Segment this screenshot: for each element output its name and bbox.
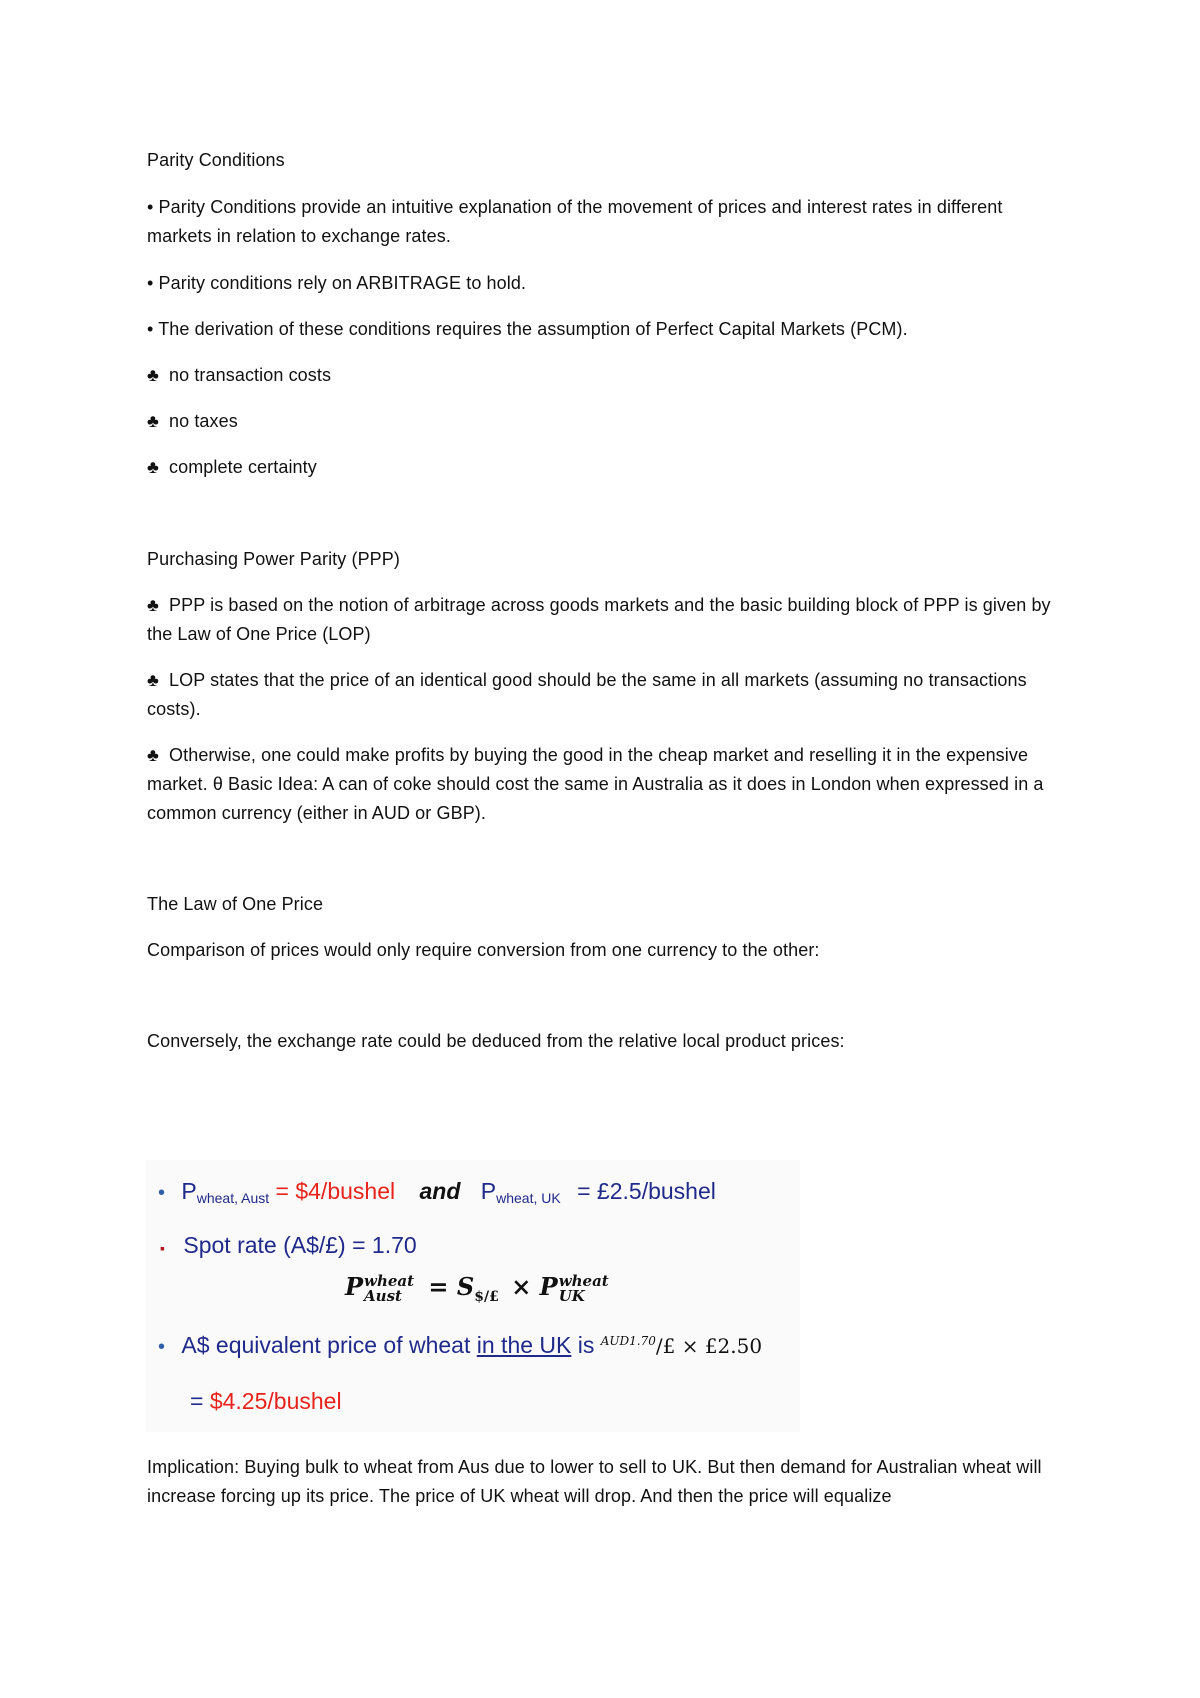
section-heading-parity: Parity Conditions <box>147 150 285 170</box>
lop-line-1: Comparison of prices would only require conversion from one currency to the other: <box>147 940 820 960</box>
pcm-item-3: ♣ complete certainty <box>147 453 1067 482</box>
pcm-item-2: ♣ no taxes <box>147 407 1067 436</box>
spot-rate: Spot rate (A$/£) = 1.70 <box>183 1232 417 1258</box>
parity-bullet-3: • The derivation of these conditions requires the assumption of Perfect Capital Markets (PCM). <box>147 319 908 339</box>
figure-line-result: = $4.25/bushel <box>190 1388 342 1414</box>
pcm-item-1: ♣ no transaction costs <box>147 361 1067 390</box>
figure-line-equivalent: • A$ equivalent price of wheat in the UK is $^{AUD1.70}$/£ × £2.50 <box>158 1332 763 1358</box>
uk-price: = £2.5/bushel <box>577 1178 716 1204</box>
ppp-item-3: ♣ Otherwise, one could make profits by buying the good in the cheap market and reselling it in the expensive market. θ Basic Idea: A can of coke should cost the same in Australia as it does in London when expressed in a common currency (either in AUD or GBP). <box>147 741 1067 828</box>
bullet-icon: • <box>147 273 154 293</box>
ppp-item-1: ♣ PPP is based on the notion of arbitrage across goods markets and the basic building block of PPP is given by the Law of One Price (LOP) <box>147 591 1067 649</box>
club-icon: ♣ <box>147 411 159 431</box>
blue-bullet-icon: • <box>158 1182 166 1204</box>
implication-paragraph: Implication: Buying bulk to wheat from Aus due to lower to sell to UK. But then demand for Australian wheat will increase forcing up its price. The price of UK wheat will drop. And then the price will equalize <box>147 1457 1042 1506</box>
club-icon: ♣ <box>147 365 159 385</box>
aust-price: = $4/bushel <box>275 1178 396 1204</box>
lop-formula: P wheat Aust = $S_{\$/£} \times P$ wheat UK <box>345 1271 609 1305</box>
lop-line-2: Conversely, the exchange rate could be deduced from the relative local product prices: <box>147 1031 845 1051</box>
section-heading-lop: The Law of One Price <box>147 894 324 914</box>
figure-line-spot-rate <box>160 1232 417 1259</box>
red-square-bullet-icon: ▪ <box>160 1240 165 1256</box>
section-heading-ppp: Purchasing Power Parity (PPP) <box>147 549 400 569</box>
bullet-icon: • <box>147 319 154 339</box>
parity-bullet-2: • Parity conditions rely on ARBITRAGE to hold. <box>147 273 527 293</box>
parity-bullet-1: • Parity Conditions provide an intuitive explanation of the movement of prices and interest rates in different markets in relation to exchange rates. <box>147 197 1003 246</box>
club-icon: ♣ <box>147 745 159 765</box>
club-icon: ♣ <box>147 595 159 615</box>
club-icon: ♣ <box>147 670 159 690</box>
ppp-item-2: ♣ LOP states that the price of an identical good should be the same in all markets (assuming no transactions costs). <box>147 666 1067 724</box>
club-icon: ♣ <box>147 457 159 477</box>
bullet-icon: • <box>147 197 154 217</box>
blue-bullet-icon: • <box>158 1336 166 1358</box>
result-price: $4.25/bushel <box>209 1388 342 1414</box>
figure-line-prices: • $P_{wheat, Aust}$ = $4/bushel and $P_{wheat, UK}$ = £2.5/bushel <box>158 1178 716 1206</box>
